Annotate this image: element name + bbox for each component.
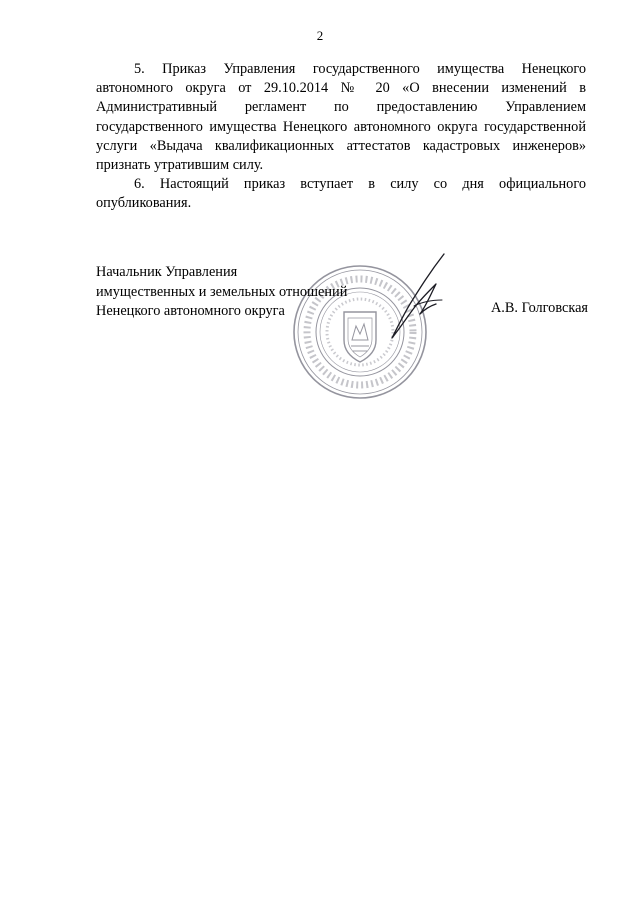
- signer-position-line-3: Ненецкого автономного округа: [96, 303, 285, 319]
- paragraph-5: 5. Приказ Управления государственного имущества Ненецкого автономного округа от 29.10.2014 № 20 «О внесении изменений в Административный регламент по предоставлению Управлением государственного имущества Ненецкого автономного округа государственной услуги «Выдача квалификационных аттестатов кадастровых инженеров» признать утратившим силу.: [96, 61, 586, 174]
- signer-position-line-1: Начальник Управления: [96, 264, 238, 280]
- signer-position-line-2: имущественных и земельных отношений: [96, 283, 348, 300]
- paragraph-6: 6. Настоящий приказ вступает в силу со дня официального опубликования.: [96, 176, 586, 212]
- signer-name: А.В. Голговская: [490, 300, 588, 316]
- page-number: 2: [316, 28, 324, 43]
- document-body: [96, 60, 586, 214]
